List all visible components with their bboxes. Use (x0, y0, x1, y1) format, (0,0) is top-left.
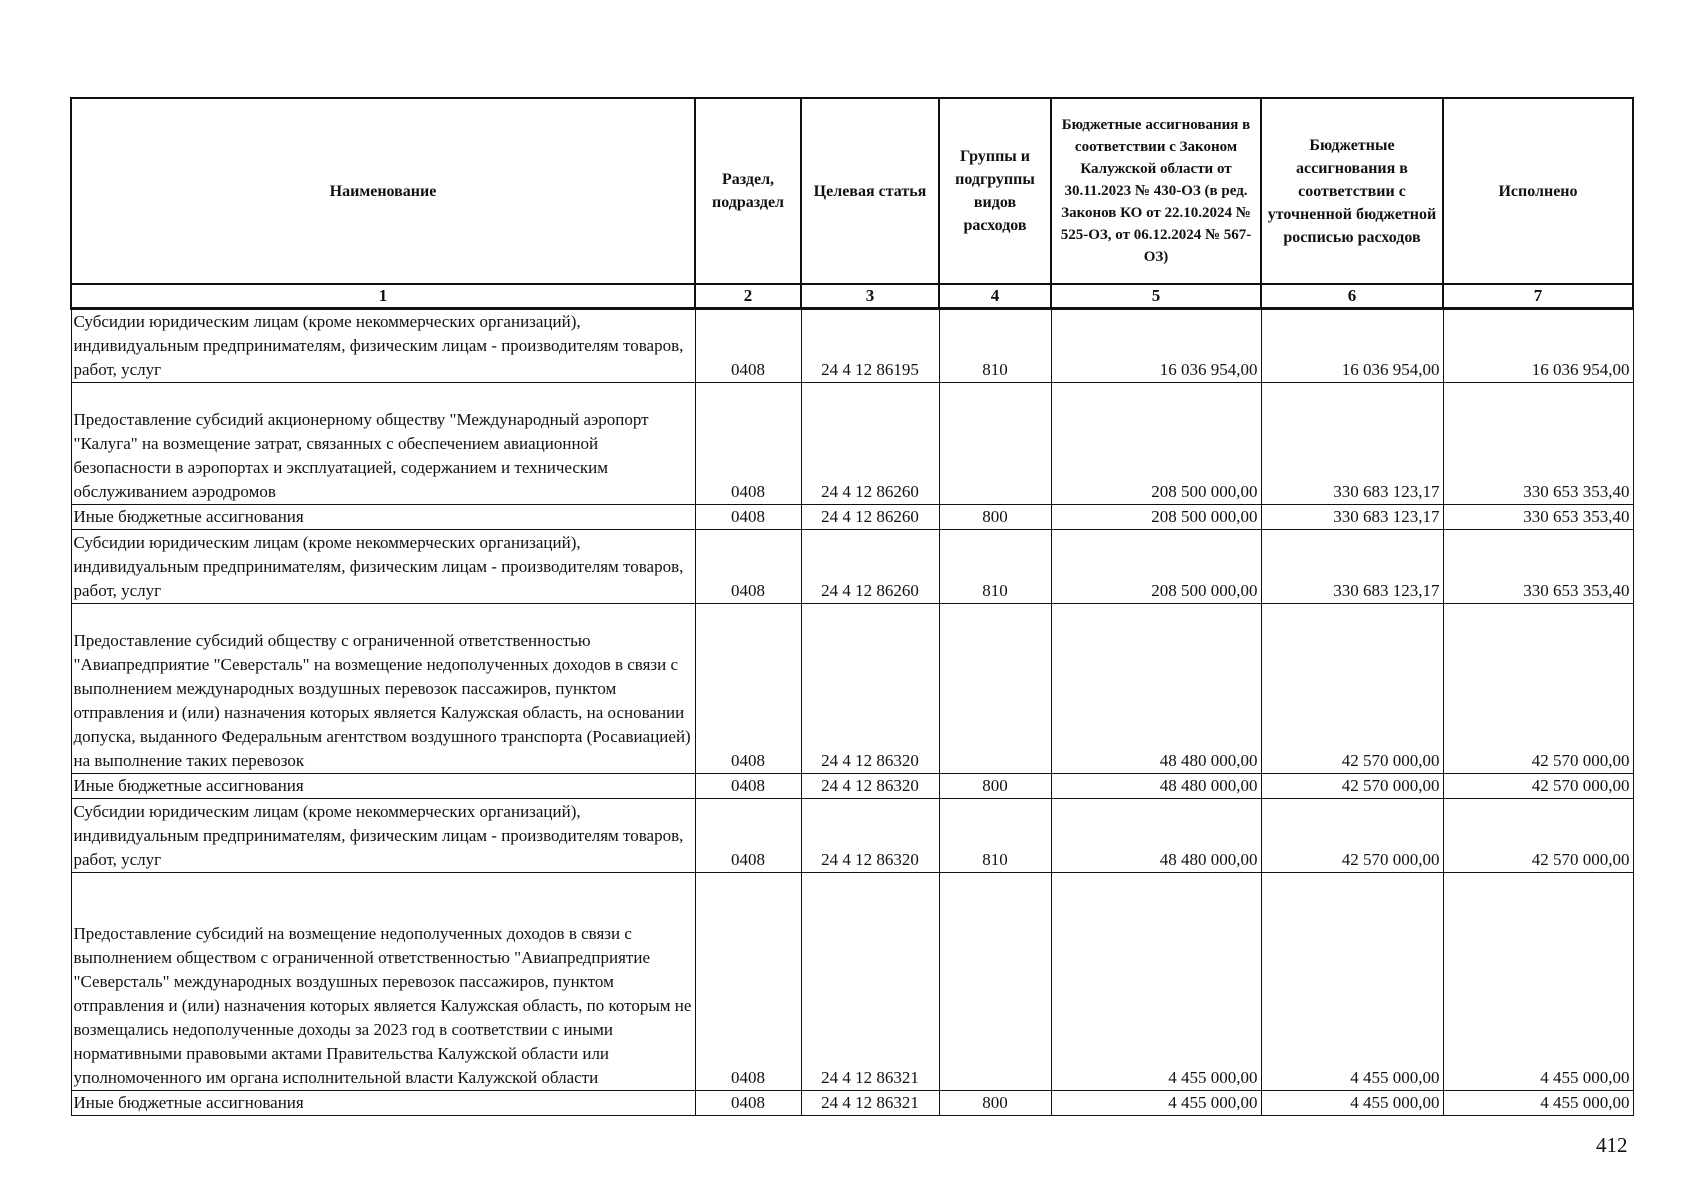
row-name: Предоставление субсидий обществу с ограниченной ответственностью "Авиапредприятие "Северсталь" на возмещение недополученных доходов в связи с выполнением международных воздушных перевозок пассажиров, пунктом отправления и (или) назначения которых является Калужская область, на основании допуска, выданного Федеральным агентством воздушного транспорта (Росавиацией) на выполнение таких перевозок (71, 603, 695, 773)
row-article: 24 4 12 86260 (801, 382, 939, 504)
row-executed-amount: 330 653 353,40 (1443, 529, 1633, 603)
row-section: 0408 (695, 504, 801, 529)
row-group (939, 603, 1051, 773)
row-executed-amount: 330 653 353,40 (1443, 382, 1633, 504)
row-section: 0408 (695, 773, 801, 798)
row-section: 0408 (695, 382, 801, 504)
row-schedule-amount: 42 570 000,00 (1261, 603, 1443, 773)
row-section: 0408 (695, 872, 801, 1090)
column-number: 7 (1443, 284, 1633, 308)
row-group: 810 (939, 308, 1051, 382)
row-section: 0408 (695, 308, 801, 382)
table-row (71, 504, 1633, 529)
header-expense-group: Группы и подгруппы видов расходов (939, 98, 1051, 284)
row-group: 800 (939, 773, 1051, 798)
row-section: 0408 (695, 798, 801, 872)
column-number: 1 (71, 284, 695, 308)
table-row (71, 308, 1633, 382)
column-number-row (71, 284, 1633, 308)
row-executed-amount: 4 455 000,00 (1443, 1090, 1633, 1115)
row-name: Иные бюджетные ассигнования (71, 504, 695, 529)
row-schedule-amount: 42 570 000,00 (1261, 773, 1443, 798)
row-group (939, 382, 1051, 504)
header-law-allocation: Бюджетные ассигнования в соответствии с Законом Калужской области от 30.11.2023 № 430-ОЗ (в ред. Законов КО от 22.10.2024 № 525-ОЗ, от 06.12.2024 № 567-ОЗ) (1051, 98, 1261, 284)
row-law-amount: 208 500 000,00 (1051, 529, 1261, 603)
header-row (71, 98, 1633, 284)
row-article: 24 4 12 86321 (801, 1090, 939, 1115)
row-law-amount: 48 480 000,00 (1051, 798, 1261, 872)
row-schedule-amount: 4 455 000,00 (1261, 1090, 1443, 1115)
row-law-amount: 208 500 000,00 (1051, 382, 1261, 504)
header-schedule-allocation: Бюджетные ассигнования в соответствии с уточненной бюджетной росписью расходов (1261, 98, 1443, 284)
row-schedule-amount: 42 570 000,00 (1261, 798, 1443, 872)
row-name: Субсидии юридическим лицам (кроме некоммерческих организаций), индивидуальным предпринимателям, физическим лицам - производителям товаров, работ, услуг (71, 308, 695, 382)
row-law-amount: 16 036 954,00 (1051, 308, 1261, 382)
row-name: Предоставление субсидий на возмещение недополученных доходов в связи с выполнением обществом с ограниченной ответственностью "Авиапредприятие "Северсталь" международных воздушных перевозок пассажиров, пунктом отправления и (или) назначения которых является Калужская область, по которым не возмещались недополученные доходы за 2023 год в соответствии с иными нормативными правовыми актами Правительства Калужской области или уполномоченного им органа исполнительной власти Калужской области (71, 872, 695, 1090)
row-group (939, 872, 1051, 1090)
row-group: 800 (939, 1090, 1051, 1115)
table-row (71, 773, 1633, 798)
row-article: 24 4 12 86320 (801, 773, 939, 798)
table-row (71, 382, 1633, 504)
table-row (71, 1090, 1633, 1115)
row-schedule-amount: 330 683 123,17 (1261, 382, 1443, 504)
page-number: 412 (1596, 1133, 1628, 1157)
column-number: 3 (801, 284, 939, 308)
row-section: 0408 (695, 603, 801, 773)
row-article: 24 4 12 86260 (801, 529, 939, 603)
column-number: 6 (1261, 284, 1443, 308)
budget-table (70, 97, 1634, 1116)
row-executed-amount: 330 653 353,40 (1443, 504, 1633, 529)
row-law-amount: 48 480 000,00 (1051, 603, 1261, 773)
row-article: 24 4 12 86320 (801, 798, 939, 872)
header-target-article: Целевая статья (801, 98, 939, 284)
header-section: Раздел, подраздел (695, 98, 801, 284)
row-law-amount: 208 500 000,00 (1051, 504, 1261, 529)
row-schedule-amount: 330 683 123,17 (1261, 529, 1443, 603)
row-name: Субсидии юридическим лицам (кроме некоммерческих организаций), индивидуальным предпринимателям, физическим лицам - производителям товаров, работ, услуг (71, 529, 695, 603)
row-name: Предоставление субсидий акционерному обществу "Международный аэропорт "Калуга" на возмещение затрат, связанных с обеспечением авиационной безопасности в аэропортах и эксплуатацией, содержанием и техническим обслуживанием аэродромов (71, 382, 695, 504)
row-executed-amount: 4 455 000,00 (1443, 872, 1633, 1090)
table-row (71, 798, 1633, 872)
row-article: 24 4 12 86320 (801, 603, 939, 773)
header-executed: Исполнено (1443, 98, 1633, 284)
table-row (71, 529, 1633, 603)
row-law-amount: 48 480 000,00 (1051, 773, 1261, 798)
row-executed-amount: 42 570 000,00 (1443, 603, 1633, 773)
row-name: Иные бюджетные ассигнования (71, 1090, 695, 1115)
row-article: 24 4 12 86195 (801, 308, 939, 382)
row-article: 24 4 12 86260 (801, 504, 939, 529)
row-law-amount: 4 455 000,00 (1051, 872, 1261, 1090)
row-name: Субсидии юридическим лицам (кроме некоммерческих организаций), индивидуальным предпринимателям, физическим лицам - производителям товаров, работ, услуг (71, 798, 695, 872)
row-name: Иные бюджетные ассигнования (71, 773, 695, 798)
row-executed-amount: 16 036 954,00 (1443, 308, 1633, 382)
row-group: 810 (939, 529, 1051, 603)
table-row (71, 872, 1633, 1090)
row-schedule-amount: 4 455 000,00 (1261, 872, 1443, 1090)
row-law-amount: 4 455 000,00 (1051, 1090, 1261, 1115)
row-section: 0408 (695, 529, 801, 603)
column-number: 5 (1051, 284, 1261, 308)
table-row (71, 603, 1633, 773)
row-group: 800 (939, 504, 1051, 529)
column-number: 2 (695, 284, 801, 308)
header-name: Наименование (71, 98, 695, 284)
row-schedule-amount: 16 036 954,00 (1261, 308, 1443, 382)
row-executed-amount: 42 570 000,00 (1443, 773, 1633, 798)
row-group: 810 (939, 798, 1051, 872)
row-article: 24 4 12 86321 (801, 872, 939, 1090)
row-section: 0408 (695, 1090, 801, 1115)
column-number: 4 (939, 284, 1051, 308)
row-schedule-amount: 330 683 123,17 (1261, 504, 1443, 529)
row-executed-amount: 42 570 000,00 (1443, 798, 1633, 872)
